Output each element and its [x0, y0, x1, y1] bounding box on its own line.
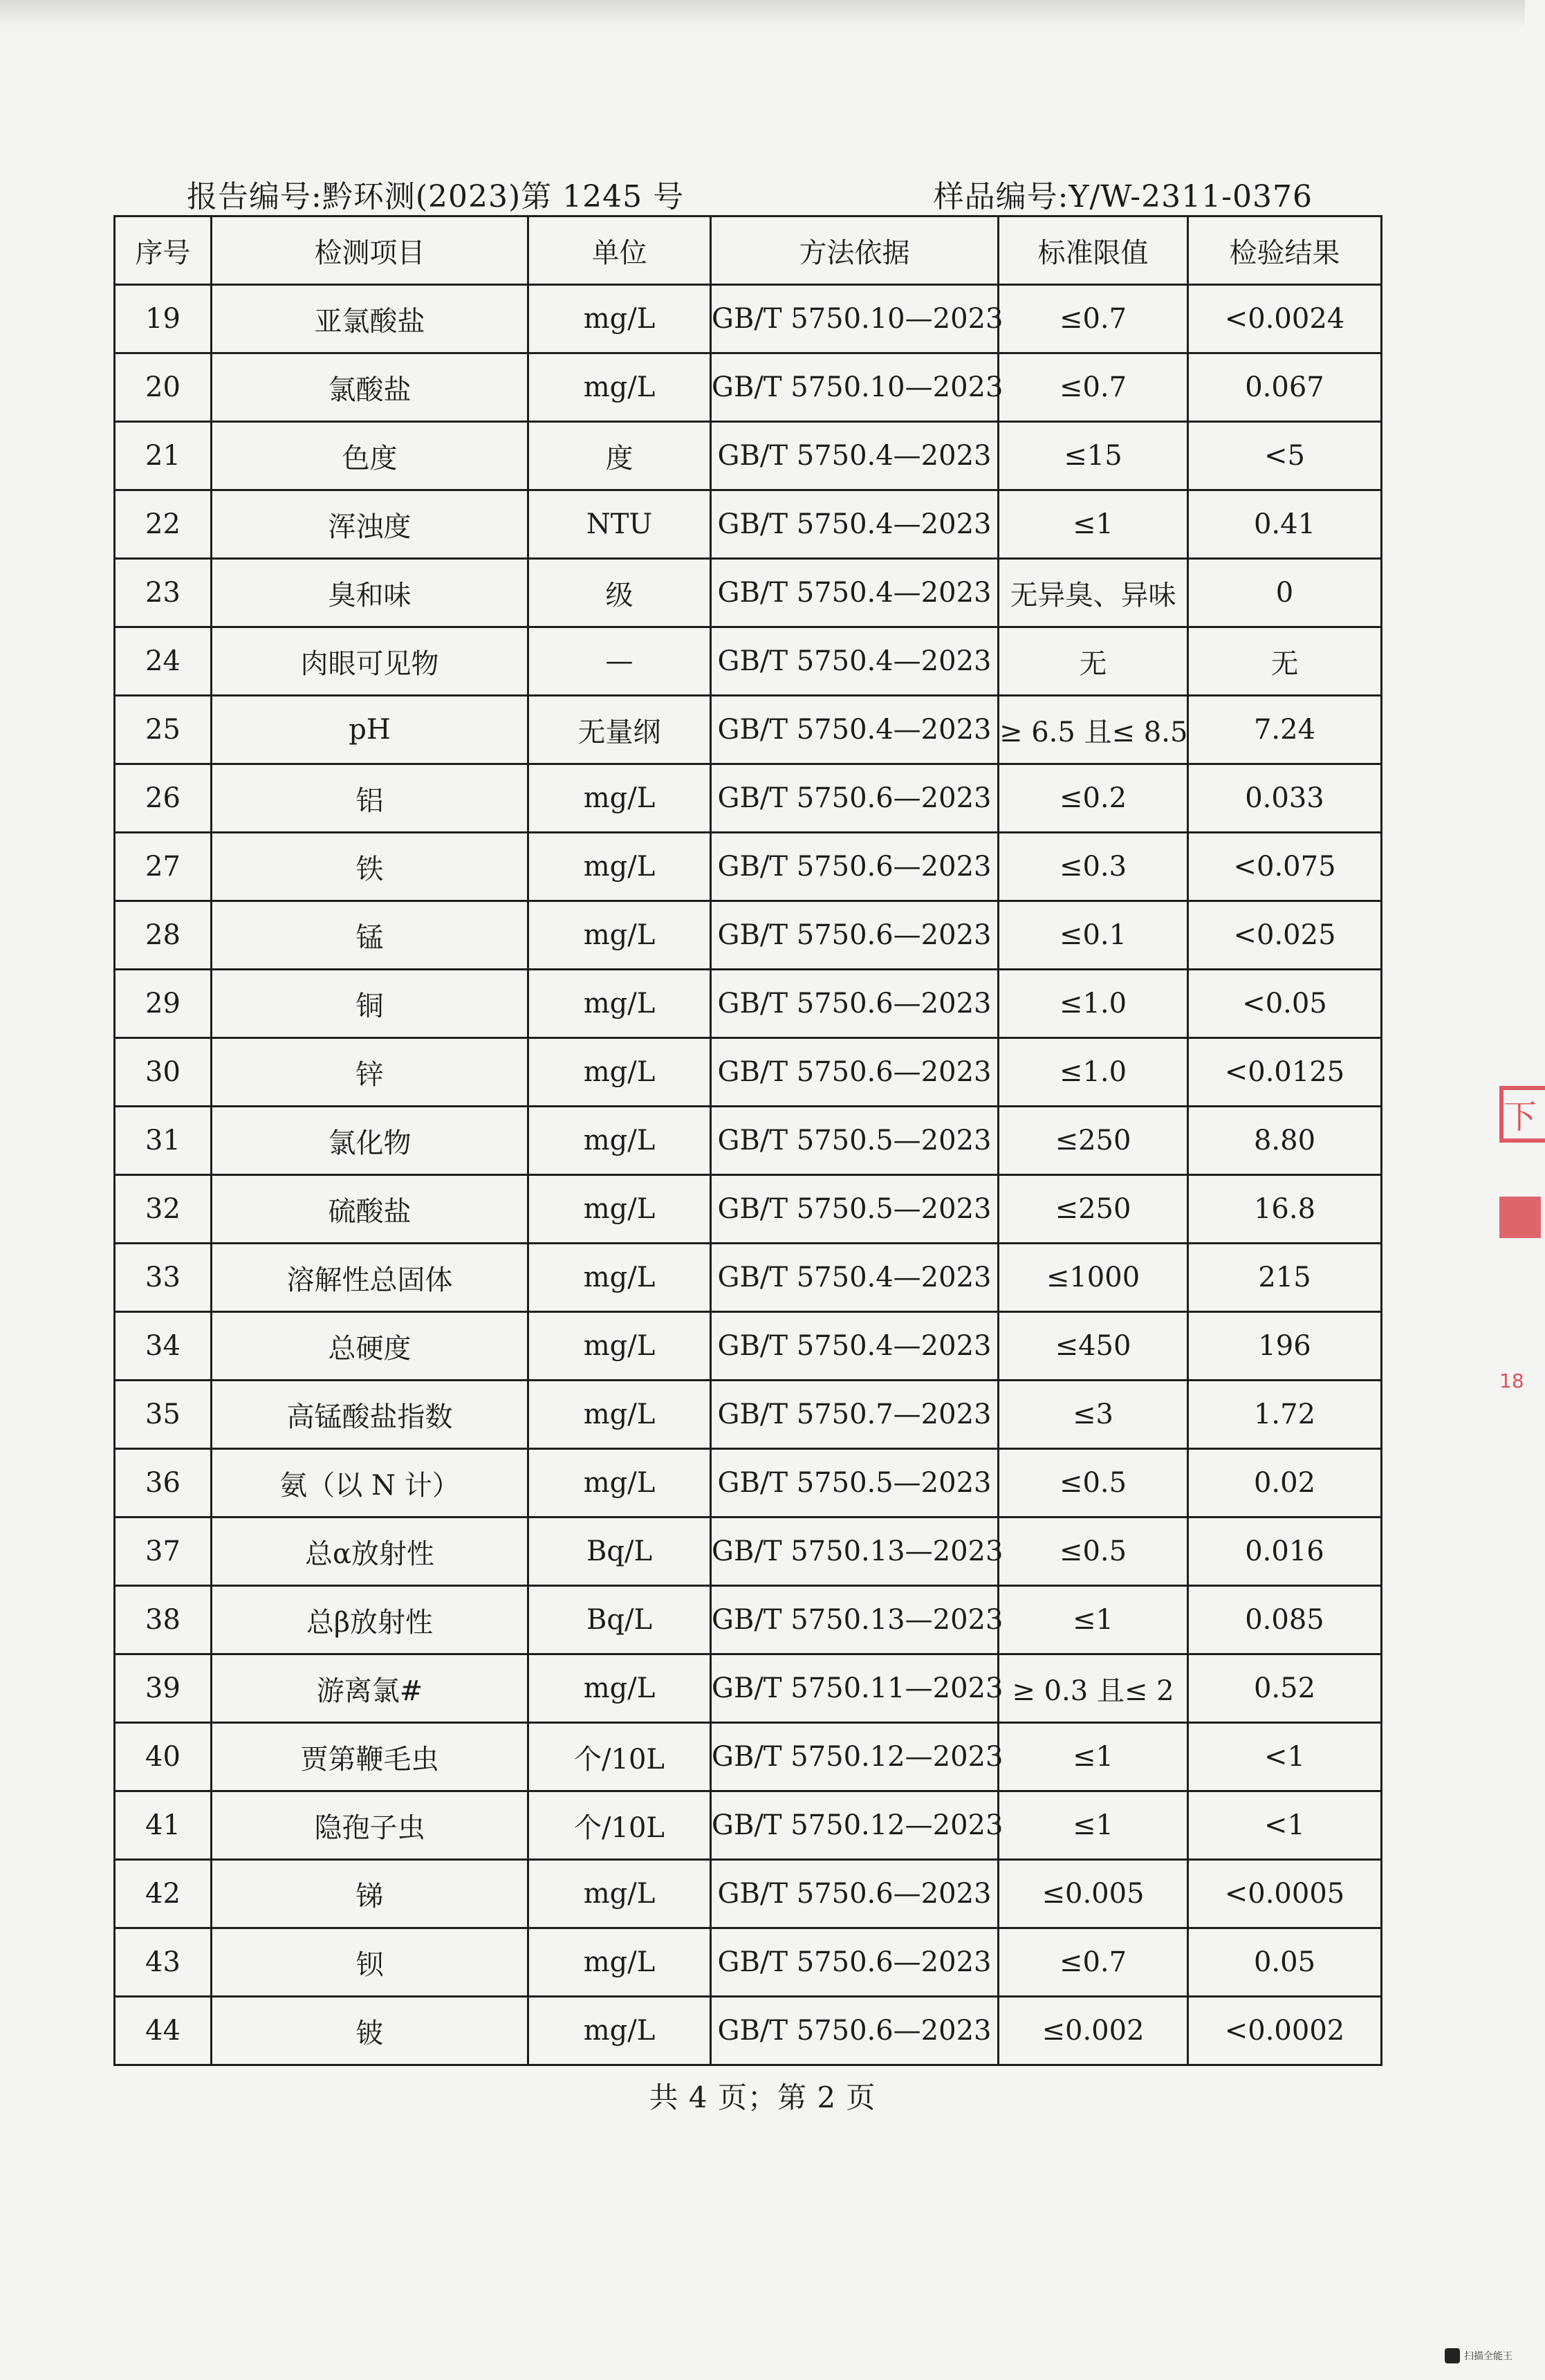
- cell-method: GB/T 5750.13—2023: [711, 1586, 999, 1654]
- cell-result: 无: [1188, 627, 1382, 696]
- cell-method: GB/T 5750.4—2023: [711, 559, 999, 627]
- cell-test-item: 总硬度: [212, 1312, 528, 1381]
- cell-limit: ≤1: [999, 1791, 1188, 1860]
- cell-unit: 度: [528, 422, 711, 490]
- table-row: [115, 1244, 1382, 1312]
- cell-method: GB/T 5750.5—2023: [711, 1175, 999, 1244]
- cell-unit: mg/L: [528, 901, 711, 970]
- cell-row-index: 35: [115, 1381, 212, 1449]
- cell-method: GB/T 5750.5—2023: [711, 1449, 999, 1518]
- stamp-fragment-block: [1499, 1197, 1541, 1238]
- cell-row-index: 36: [115, 1449, 212, 1518]
- cell-row-index: 32: [115, 1175, 212, 1244]
- cell-method: GB/T 5750.6—2023: [711, 1997, 999, 2065]
- cell-limit: ≤1: [999, 490, 1188, 559]
- cell-method: GB/T 5750.10—2023: [711, 353, 999, 422]
- cell-result: <0.025: [1188, 901, 1382, 970]
- table-row: [115, 1449, 1382, 1518]
- cell-test-item: 总β放射性: [212, 1586, 528, 1654]
- table-row: [115, 696, 1382, 764]
- table-header-row: [115, 216, 1382, 285]
- cell-result: <1: [1188, 1723, 1382, 1791]
- cell-method: GB/T 5750.11—2023: [711, 1654, 999, 1723]
- cell-row-index: 42: [115, 1860, 212, 1928]
- cell-method: GB/T 5750.6—2023: [711, 764, 999, 833]
- cell-row-index: 25: [115, 696, 212, 764]
- cell-result: 0.52: [1188, 1654, 1382, 1723]
- cell-row-index: 23: [115, 559, 212, 627]
- cell-result: 7.24: [1188, 696, 1382, 764]
- table-body: [115, 285, 1382, 2065]
- cell-limit: ≤0.7: [999, 285, 1188, 353]
- table-row: [115, 1791, 1382, 1860]
- cell-row-index: 21: [115, 422, 212, 490]
- table-row: [115, 1586, 1382, 1654]
- cell-unit: mg/L: [528, 1244, 711, 1312]
- cell-limit: ≤1: [999, 1723, 1188, 1791]
- cell-limit: ≤450: [999, 1312, 1188, 1381]
- cell-result: 0.05: [1188, 1928, 1382, 1997]
- cell-method: GB/T 5750.4—2023: [711, 627, 999, 696]
- table-row: [115, 833, 1382, 901]
- cell-unit: mg/L: [528, 970, 711, 1038]
- cell-unit: mg/L: [528, 764, 711, 833]
- cell-result: <0.0024: [1188, 285, 1382, 353]
- cell-result: 0.016: [1188, 1518, 1382, 1586]
- table-row: [115, 353, 1382, 422]
- stamp-fragment-bottom: 18: [1499, 1369, 1524, 1392]
- cell-unit: mg/L: [528, 1860, 711, 1928]
- cell-limit: ≤0.002: [999, 1997, 1188, 2065]
- table-row: [115, 1997, 1382, 2065]
- cell-row-index: 40: [115, 1723, 212, 1791]
- cell-row-index: 24: [115, 627, 212, 696]
- cell-limit: ≤1000: [999, 1244, 1188, 1312]
- cell-result: 196: [1188, 1312, 1382, 1381]
- cell-result: <0.05: [1188, 970, 1382, 1038]
- cell-unit: mg/L: [528, 285, 711, 353]
- cell-method: GB/T 5750.6—2023: [711, 901, 999, 970]
- page-top-shadow: [0, 0, 1525, 28]
- cell-test-item: 氯酸盐: [212, 353, 528, 422]
- scanner-watermark: [1445, 2348, 1512, 2363]
- cell-test-item: 浑浊度: [212, 490, 528, 559]
- cell-limit: ≥ 0.3 且≤ 2: [999, 1654, 1188, 1723]
- cell-limit: ≤3: [999, 1381, 1188, 1449]
- cell-row-index: 34: [115, 1312, 212, 1381]
- table-row: [115, 1860, 1382, 1928]
- cell-limit: ≤250: [999, 1107, 1188, 1175]
- scanner-logo-icon: [1445, 2348, 1460, 2363]
- table-row: [115, 764, 1382, 833]
- cell-test-item: 游离氯#: [212, 1654, 528, 1723]
- cell-limit: ≤0.005: [999, 1860, 1188, 1928]
- cell-test-item: 铜: [212, 970, 528, 1038]
- cell-test-item: 钡: [212, 1928, 528, 1997]
- cell-result: 0.02: [1188, 1449, 1382, 1518]
- cell-method: GB/T 5750.4—2023: [711, 490, 999, 559]
- cell-method: GB/T 5750.6—2023: [711, 970, 999, 1038]
- cell-unit: mg/L: [528, 1381, 711, 1449]
- cell-row-index: 30: [115, 1038, 212, 1107]
- col-header-limit: 标准限值: [999, 216, 1188, 285]
- cell-row-index: 44: [115, 1997, 212, 2065]
- report-number: 报告编号:黔环测(2023)第 1245 号: [187, 179, 685, 214]
- table-row: [115, 422, 1382, 490]
- cell-limit: ≤1.0: [999, 970, 1188, 1038]
- cell-unit: mg/L: [528, 1449, 711, 1518]
- cell-unit: Bq/L: [528, 1518, 711, 1586]
- cell-test-item: 铝: [212, 764, 528, 833]
- cell-test-item: 肉眼可见物: [212, 627, 528, 696]
- table-row: [115, 1312, 1382, 1381]
- cell-limit: ≤0.2: [999, 764, 1188, 833]
- cell-method: GB/T 5750.4—2023: [711, 1244, 999, 1312]
- cell-row-index: 33: [115, 1244, 212, 1312]
- cell-result: 8.80: [1188, 1107, 1382, 1175]
- cell-row-index: 27: [115, 833, 212, 901]
- scanner-label: 扫描全能王: [1464, 2351, 1512, 2362]
- cell-limit: ≤0.3: [999, 833, 1188, 901]
- cell-limit: 无: [999, 627, 1188, 696]
- cell-method: GB/T 5750.10—2023: [711, 285, 999, 353]
- cell-unit: mg/L: [528, 833, 711, 901]
- cell-test-item: 铁: [212, 833, 528, 901]
- cell-unit: mg/L: [528, 1175, 711, 1244]
- cell-method: GB/T 5750.6—2023: [711, 1860, 999, 1928]
- cell-test-item: 硫酸盐: [212, 1175, 528, 1244]
- cell-test-item: 贾第鞭毛虫: [212, 1723, 528, 1791]
- cell-result: 0.033: [1188, 764, 1382, 833]
- cell-row-index: 37: [115, 1518, 212, 1586]
- page-footer: 共 4 页；第 2 页: [649, 2081, 876, 2114]
- cell-test-item: 溶解性总固体: [212, 1244, 528, 1312]
- table-row: [115, 627, 1382, 696]
- cell-test-item: 氨（以 N 计）: [212, 1449, 528, 1518]
- cell-unit: 无量纲: [528, 696, 711, 764]
- cell-unit: mg/L: [528, 353, 711, 422]
- cell-limit: ≤0.7: [999, 353, 1188, 422]
- cell-row-index: 38: [115, 1586, 212, 1654]
- cell-result: 0.41: [1188, 490, 1382, 559]
- cell-test-item: 总α放射性: [212, 1518, 528, 1586]
- col-header-unit: 单位: [528, 216, 711, 285]
- cell-limit: ≤1: [999, 1586, 1188, 1654]
- cell-test-item: pH: [212, 696, 528, 764]
- cell-method: GB/T 5750.6—2023: [711, 1928, 999, 1997]
- cell-row-index: 26: [115, 764, 212, 833]
- cell-test-item: 色度: [212, 422, 528, 490]
- table-row: [115, 1723, 1382, 1791]
- cell-test-item: 臭和味: [212, 559, 528, 627]
- cell-unit: mg/L: [528, 1312, 711, 1381]
- cell-method: GB/T 5750.6—2023: [711, 833, 999, 901]
- stamp-fragment-top: 下: [1499, 1086, 1545, 1143]
- cell-method: GB/T 5750.5—2023: [711, 1107, 999, 1175]
- cell-method: GB/T 5750.7—2023: [711, 1381, 999, 1449]
- table-row: [115, 1107, 1382, 1175]
- cell-row-index: 20: [115, 353, 212, 422]
- cell-unit: —: [528, 627, 711, 696]
- cell-unit: Bq/L: [528, 1586, 711, 1654]
- table-row: [115, 970, 1382, 1038]
- cell-result: 215: [1188, 1244, 1382, 1312]
- cell-row-index: 41: [115, 1791, 212, 1860]
- cell-method: GB/T 5750.4—2023: [711, 1312, 999, 1381]
- cell-limit: 无异臭、异味: [999, 559, 1188, 627]
- cell-unit: mg/L: [528, 1107, 711, 1175]
- cell-unit: 级: [528, 559, 711, 627]
- cell-row-index: 22: [115, 490, 212, 559]
- cell-result: <0.0125: [1188, 1038, 1382, 1107]
- cell-result: <1: [1188, 1791, 1382, 1860]
- col-header-method: 方法依据: [711, 216, 999, 285]
- cell-unit: 个/10L: [528, 1791, 711, 1860]
- table-row: [115, 559, 1382, 627]
- cell-test-item: 高锰酸盐指数: [212, 1381, 528, 1449]
- cell-limit: ≤0.7: [999, 1928, 1188, 1997]
- cell-method: GB/T 5750.4—2023: [711, 422, 999, 490]
- cell-limit: ≤250: [999, 1175, 1188, 1244]
- stamp-fragment-mid: [1499, 1286, 1541, 1328]
- cell-result: <0.0002: [1188, 1997, 1382, 2065]
- cell-limit: ≥ 6.5 且≤ 8.5: [999, 696, 1188, 764]
- cell-result: 0.067: [1188, 353, 1382, 422]
- col-header-item: 检测项目: [212, 216, 528, 285]
- cell-row-index: 39: [115, 1654, 212, 1723]
- table-row: [115, 285, 1382, 353]
- cell-method: GB/T 5750.13—2023: [711, 1518, 999, 1586]
- cell-method: GB/T 5750.4—2023: [711, 696, 999, 764]
- table-row: [115, 1038, 1382, 1107]
- col-header-result: 检验结果: [1188, 216, 1382, 285]
- cell-method: GB/T 5750.6—2023: [711, 1038, 999, 1107]
- cell-test-item: 锰: [212, 901, 528, 970]
- cell-method: GB/T 5750.12—2023: [711, 1723, 999, 1791]
- cell-result: 1.72: [1188, 1381, 1382, 1449]
- cell-result: <0.075: [1188, 833, 1382, 901]
- cell-test-item: 亚氯酸盐: [212, 285, 528, 353]
- cell-limit: ≤15: [999, 422, 1188, 490]
- cell-row-index: 31: [115, 1107, 212, 1175]
- cell-unit: mg/L: [528, 1654, 711, 1723]
- cell-result: 16.8: [1188, 1175, 1382, 1244]
- cell-result: 0: [1188, 559, 1382, 627]
- red-seal-stamp: [1494, 1079, 1537, 1411]
- cell-test-item: 隐孢子虫: [212, 1791, 528, 1860]
- cell-result: <5: [1188, 422, 1382, 490]
- cell-unit: 个/10L: [528, 1723, 711, 1791]
- cell-result: <0.0005: [1188, 1860, 1382, 1928]
- cell-unit: mg/L: [528, 1038, 711, 1107]
- cell-row-index: 19: [115, 285, 212, 353]
- table-row: [115, 901, 1382, 970]
- table-row: [115, 1518, 1382, 1586]
- cell-method: GB/T 5750.12—2023: [711, 1791, 999, 1860]
- cell-test-item: 锌: [212, 1038, 528, 1107]
- cell-unit: NTU: [528, 490, 711, 559]
- table-row: [115, 1654, 1382, 1723]
- cell-test-item: 氯化物: [212, 1107, 528, 1175]
- cell-limit: ≤0.5: [999, 1449, 1188, 1518]
- cell-unit: mg/L: [528, 1997, 711, 2065]
- table-row: [115, 1175, 1382, 1244]
- cell-limit: ≤1.0: [999, 1038, 1188, 1107]
- table-row: [115, 490, 1382, 559]
- cell-test-item: 锑: [212, 1860, 528, 1928]
- test-results-table: [113, 215, 1380, 2066]
- cell-test-item: 铍: [212, 1997, 528, 2065]
- cell-limit: ≤0.5: [999, 1518, 1188, 1586]
- cell-row-index: 29: [115, 970, 212, 1038]
- sample-number: 样品编号:Y/W-2311-0376: [933, 179, 1313, 214]
- cell-result: 0.085: [1188, 1586, 1382, 1654]
- cell-unit: mg/L: [528, 1928, 711, 1997]
- table-row: [115, 1381, 1382, 1449]
- table-row: [115, 1928, 1382, 1997]
- cell-row-index: 28: [115, 901, 212, 970]
- cell-row-index: 43: [115, 1928, 212, 1997]
- col-header-index: 序号: [115, 216, 212, 285]
- cell-limit: ≤0.1: [999, 901, 1188, 970]
